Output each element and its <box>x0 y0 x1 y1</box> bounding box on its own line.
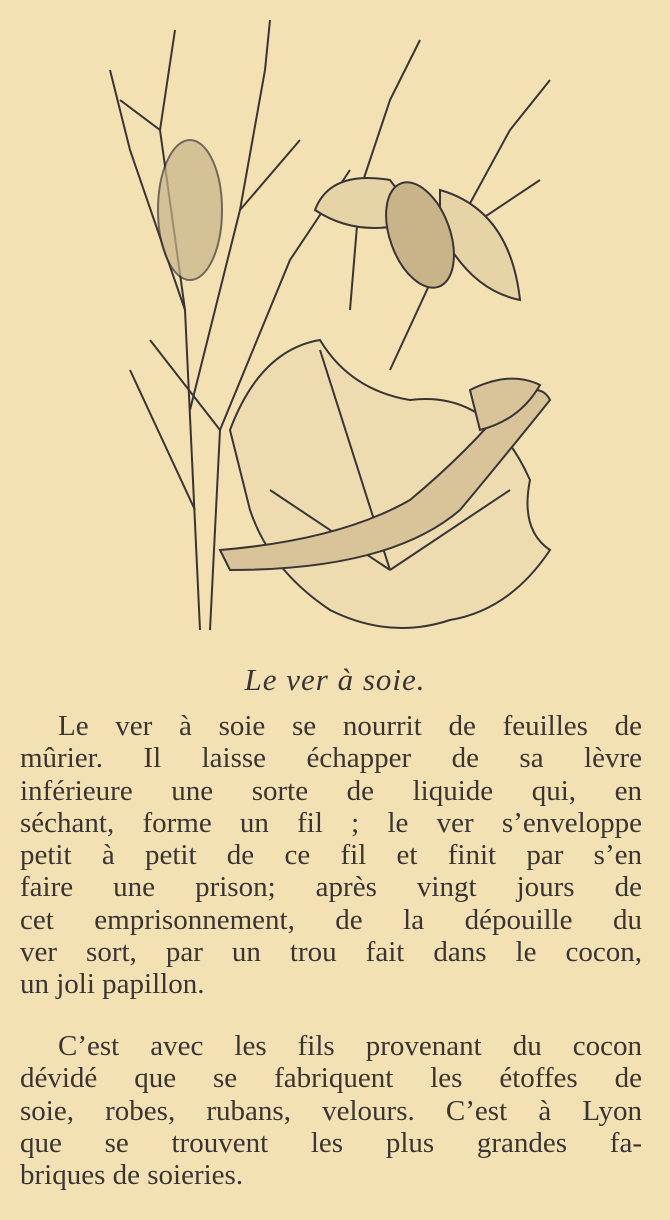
text-line: briques de soieries. <box>20 1159 244 1192</box>
text-line: ver sort, par un trou fait dans le cocon, <box>20 936 642 969</box>
text-line: C’est avec les fils provenant du cocon <box>58 1030 642 1062</box>
text-line: séchant, forme un fil ; le ver s’enveloppe <box>20 806 642 839</box>
text-line: faire une prison; après vingt jours de <box>20 871 642 904</box>
text-line: dévidé que se fabriquent les étoffes de <box>20 1062 642 1095</box>
text-line: petit à petit de ce fil et finit par s’en <box>20 839 642 872</box>
text-line: inférieure une sorte de liquide qui, en <box>20 774 642 807</box>
text-line: cet emprisonnement, de la dépouille du <box>20 903 642 936</box>
text-line: soie, robes, rubans, velours. C’est à Lyon <box>20 1094 642 1127</box>
silkworm-illustration <box>90 10 590 650</box>
cocoon <box>158 140 222 280</box>
figure-caption: Le ver à soie. <box>244 662 426 697</box>
text-line: que se trouvent les plus grandes fa- <box>20 1126 642 1159</box>
text-line: Le ver à soie se nourrit de feuilles de <box>58 710 642 742</box>
paragraph-1 <box>20 710 642 1001</box>
text-line: mûrier. Il laisse échapper de sa lèvre <box>20 742 642 775</box>
paragraph-2 <box>20 1030 642 1191</box>
moth <box>315 173 520 300</box>
text-line: un joli papillon. <box>20 968 205 1001</box>
